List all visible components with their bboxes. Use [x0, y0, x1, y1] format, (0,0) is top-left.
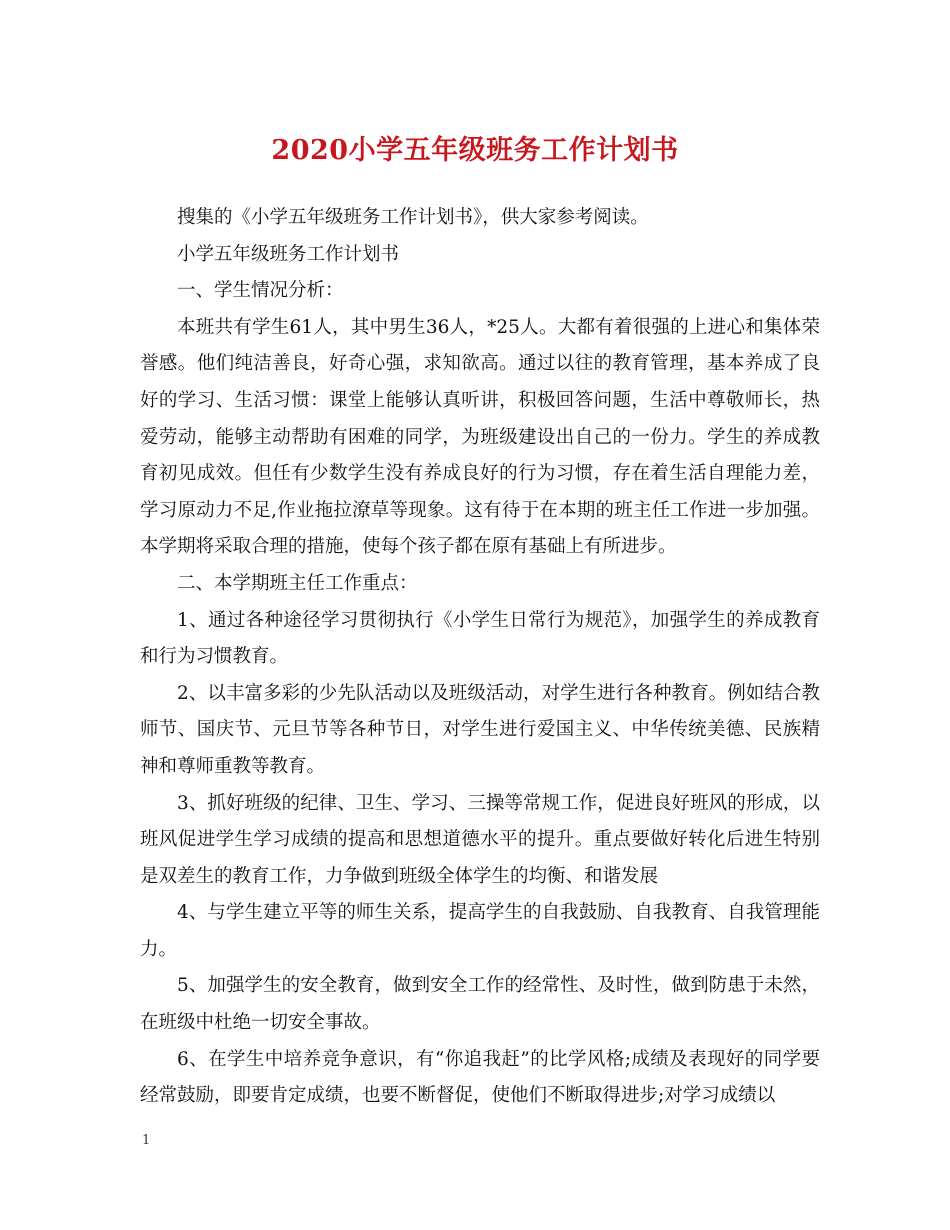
section-heading-student-analysis: 一、学生情况分析：: [177, 280, 344, 302]
list-item-2: 2、以丰富多彩的少先队活动以及班级活动，对学生进行各种教育。例如结合教师节、国庆节、元旦节等各种节日，对学生进行爱国主义、中华传统美德、民族精神和尊师重教等教育。: [140, 682, 820, 777]
paragraph-student-analysis: 本班共有学生61人，其中男生36人，*25人。大都有着很强的上进心和集体荣誉感。他们纯洁善良，好奇心强，求知欲高。通过以往的教育管理，基本养成了良好的学习、生活习惯：课堂上能够认真听讲，积极回答问题，生活中尊敬师长，热爱劳动，能够主动帮助有困难的同学，为班级建设出自己的一份力。学生的养成教育初见成效。但任有少数学生没有养成良好的行为习惯，存在着生活自理能力差，学习原动力不足,作业拖拉潦草等现象。这有待于在本期的班主任工作进一步加强。本学期将采取合理的措施，使每个孩子都在原有基础上有所进步。: [140, 316, 820, 558]
list-item-5: 5、加强学生的安全教育，做到安全工作的经常性、及时性，做到防患于未然，在班级中杜绝一切安全事故。: [140, 975, 820, 1034]
paragraph-intro: 搜集的《小学五年级班务工作计划书》，供大家参考阅读。: [177, 207, 649, 228]
document-title: 2020小学五年级班务工作计划书: [271, 135, 679, 166]
paragraph-subtitle: 小学五年级班务工作计划书: [177, 243, 400, 265]
document-body: [140, 200, 820, 1115]
list-item-4: 4、与学生建立平等的师生关系，提高学生的自我鼓励、自我教育、自我管理能力。: [140, 902, 820, 960]
list-item-6: 6、在学生中培养竞争意识，有“你追我赶”的比学风格;成绩及表现好的同学要经常鼓励，即要肯定成绩，也要不断督促，使他们不断取得进步;对学习成绩以: [140, 1048, 820, 1107]
list-item-1: 1、通过各种途径学习贯彻执行《小学生日常行为规范》，加强学生的养成教育和行为习惯教育。: [140, 609, 820, 668]
page-number: 1: [142, 1133, 151, 1148]
list-item-3: 3、抓好班级的纪律、卫生、学习、三操等常规工作，促进良好班风的形成，以班风促进学生学习成绩的提高和思想道德水平的提升。重点要做好转化后进生特别是双差生的教育工作，力争做到班级全体学生的均衡、和谐发展: [140, 792, 820, 887]
section-heading-work-focus: 二、本学期班主任工作重点：: [177, 572, 418, 594]
